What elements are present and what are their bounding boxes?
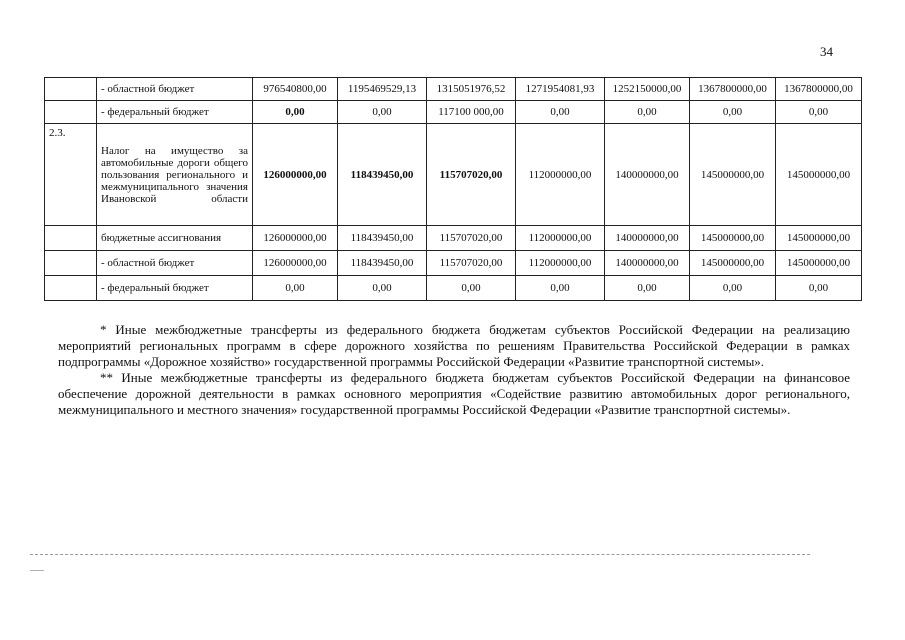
footnote-1: * Иные межбюджетные трансферты из федерального бюджета бюджетам субъектов Российской Федерации на реализацию мероприятий региональных программ в сфере дорожного хозяйства по решениям Правительства Российской Федерации в рамках подпрограммы «Дорожное хозяйство» государственной программы Российской Федерации «Развитие транспортной системы».	[58, 322, 850, 369]
row-label-cell: - областной бюджет	[97, 251, 253, 276]
value-cell: 115707020,00	[427, 226, 516, 251]
row-label-cell: бюджетные ассигнования	[97, 226, 253, 251]
value-cell: 126000000,00	[253, 251, 338, 276]
value-cell: 1367800000,00	[690, 78, 776, 101]
row-index-cell	[45, 251, 97, 276]
value-cell: 112000000,00	[516, 251, 605, 276]
value-cell: 0,00	[427, 276, 516, 301]
value-cell: 118439450,00	[338, 226, 427, 251]
value-cell: 1195469529,13	[338, 78, 427, 101]
value-cell: 0,00	[516, 101, 605, 124]
value-cell: 0,00	[253, 276, 338, 301]
value-cell: 0,00	[338, 276, 427, 301]
table-row	[45, 124, 862, 226]
value-cell: 0,00	[776, 276, 862, 301]
value-cell: 145000000,00	[690, 226, 776, 251]
value-cell: 0,00	[776, 101, 862, 124]
value-cell: 0,00	[690, 276, 776, 301]
value-cell: 0,00	[605, 101, 690, 124]
value-cell: 1252150000,00	[605, 78, 690, 101]
budget-table	[44, 77, 862, 301]
value-cell: 112000000,00	[516, 124, 605, 226]
page-number: 34	[820, 44, 833, 59]
value-cell: 126000000,00	[253, 226, 338, 251]
value-cell: 140000000,00	[605, 251, 690, 276]
table-row	[45, 251, 862, 276]
row-index-cell	[45, 78, 97, 101]
value-cell: 1367800000,00	[776, 78, 862, 101]
table-row	[45, 226, 862, 251]
value-cell: 117100 000,00	[427, 101, 516, 124]
table-row	[45, 101, 862, 124]
value-cell: 145000000,00	[776, 226, 862, 251]
footnotes	[58, 322, 850, 418]
scan-artifact-line	[30, 554, 810, 555]
row-label-cell: - федеральный бюджет	[97, 276, 253, 301]
footnote-2: ** Иные межбюджетные трансферты из федерального бюджета бюджетам субъектов Российской Федерации на финансовое обеспечение дорожной деятельности в рамках основного мероприятия «Содействие развитию автомобильных дорог регионального, межмуниципального и местного значения» государственной программы Российской Федерации «Развитие транспортной системы».	[58, 370, 850, 417]
row-index-cell	[45, 276, 97, 301]
value-cell: 145000000,00	[690, 124, 776, 226]
row-label-cell: - областной бюджет	[97, 78, 253, 101]
row-index-cell	[45, 101, 97, 124]
value-cell: 118439450,00	[338, 251, 427, 276]
value-cell: 115707020,00	[427, 124, 516, 226]
value-cell: 140000000,00	[605, 226, 690, 251]
table-row	[45, 78, 862, 101]
value-cell: 0,00	[338, 101, 427, 124]
value-cell: 1271954081,93	[516, 78, 605, 101]
value-cell: 145000000,00	[690, 251, 776, 276]
value-cell: 118439450,00	[338, 124, 427, 226]
table-row	[45, 276, 862, 301]
value-cell: 1315051976,52	[427, 78, 516, 101]
value-cell: 145000000,00	[776, 124, 862, 226]
value-cell: 126000000,00	[253, 124, 338, 226]
value-cell: 140000000,00	[605, 124, 690, 226]
row-label-cell: - федеральный бюджет	[97, 101, 253, 124]
value-cell: 112000000,00	[516, 226, 605, 251]
row-label-cell: Налог на имущество за автомобильные дороги общего пользования регионального и межмуниципального значения Ивановской области	[97, 124, 253, 226]
value-cell: 0,00	[516, 276, 605, 301]
row-index-cell: 2.3.	[45, 124, 97, 226]
value-cell: 0,00	[605, 276, 690, 301]
value-cell: 145000000,00	[776, 251, 862, 276]
value-cell: 976540800,00	[253, 78, 338, 101]
value-cell: 0,00	[690, 101, 776, 124]
scan-artifact-mark	[30, 570, 44, 571]
row-index-cell	[45, 226, 97, 251]
value-cell: 0,00	[253, 101, 338, 124]
value-cell: 115707020,00	[427, 251, 516, 276]
budget-table-body	[45, 78, 862, 301]
